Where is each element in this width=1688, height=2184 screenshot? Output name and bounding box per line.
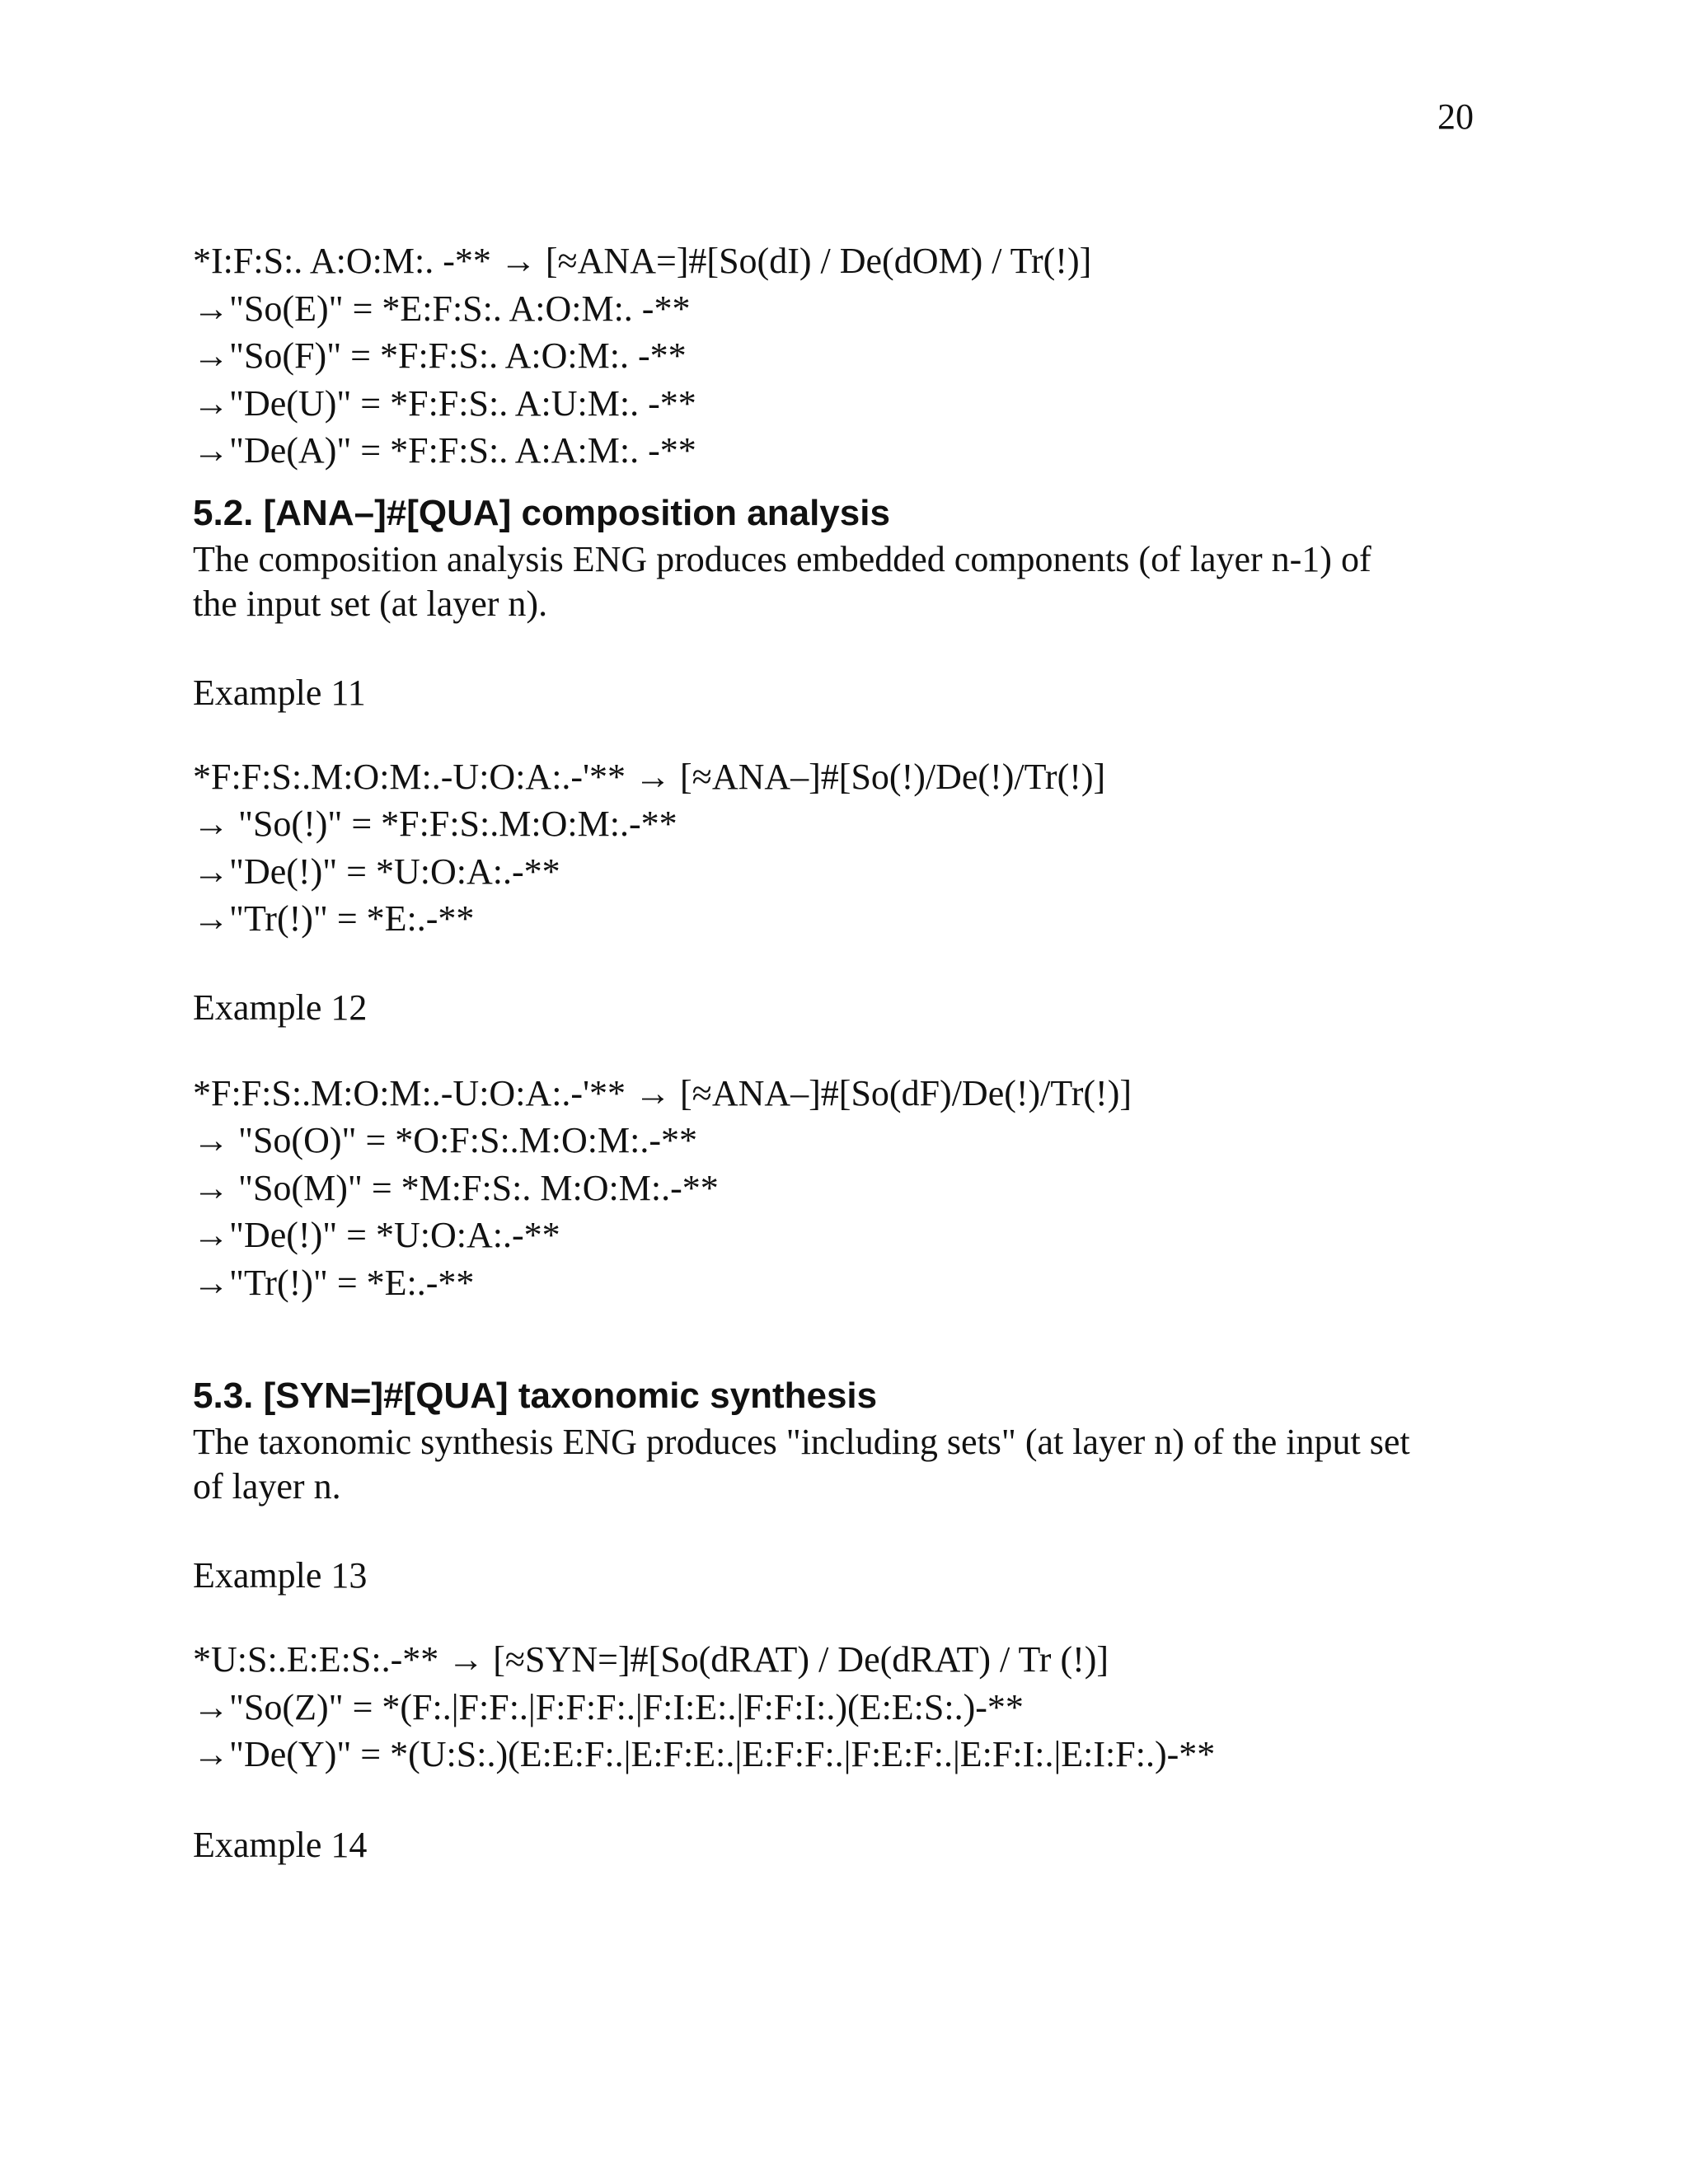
opening-formula-block: [193, 237, 1495, 475]
formula-line: →"Tr(!)" = *E:.-**: [193, 1262, 475, 1303]
paragraph-line: of layer n.: [193, 1466, 341, 1507]
page-content: [193, 237, 1495, 1868]
paragraph-line: The taxonomic synthesis ENG produces "including sets" (at layer n) of the input set: [193, 1422, 1410, 1462]
example-12-formula-block: [193, 1070, 1495, 1307]
formula-line: → "So(O)" = *O:F:S:.M:O:M:.-**: [193, 1120, 698, 1160]
formula-line: → "So(M)" = *M:F:S:. M:O:M:.-**: [193, 1167, 719, 1208]
formula-line: →"Tr(!)" = *E:.-**: [193, 898, 475, 939]
example-12-label: Example 12: [193, 987, 368, 1028]
formula-line: →"So(F)" = *F:F:S:. A:O:M:. -**: [193, 335, 687, 376]
example-13-label: Example 13: [193, 1555, 368, 1596]
formula-line: →"De(!)" = *U:O:A:.-**: [193, 851, 560, 892]
formula-line: *F:F:S:.M:O:M:.-U:O:A:.-'** → [≈ANA–]#[So(!)/De(!)/Tr(!)]: [193, 756, 1106, 797]
page-number: 20: [1437, 96, 1474, 137]
section-5-3-paragraph: [193, 1420, 1495, 1509]
example-11-label: Example 11: [193, 672, 366, 713]
formula-line: →"De(!)" = *U:O:A:.-**: [193, 1215, 560, 1255]
section-5-2-paragraph: [193, 537, 1495, 626]
example-11-formula-block: [193, 753, 1495, 943]
formula-line: *U:S:.E:E:S:.-** → [≈SYN=]#[So(dRAT) / De(dRAT) / Tr (!)]: [193, 1639, 1109, 1680]
section-heading-5-3: 5.3. [SYN=]#[QUA] taxonomic synthesis: [193, 1376, 878, 1416]
example-14-label: Example 14: [193, 1824, 368, 1865]
formula-line: →"De(U)" = *F:F:S:. A:U:M:. -**: [193, 382, 696, 424]
paragraph-line: The composition analysis ENG produces embedded components (of layer n-1) of: [193, 538, 1372, 579]
formula-line: → "So(!)" = *F:F:S:.M:O:M:.-**: [193, 804, 678, 844]
paragraph-line: the input set (at layer n).: [193, 583, 548, 624]
section-heading-5-2: 5.2. [ANA–]#[QUA] composition analysis: [193, 492, 890, 533]
formula-line: →"So(Z)" = *(F:.|F:F:.|F:F:F:.|F:I:E:.|F:F:I:.)(E:E:S:.)-**: [193, 1686, 1024, 1727]
formula-line: →"De(Y)" = *(U:S:.)(E:E:F:.|E:F:E:.|E:F:F:.|F:E:F:.|E:F:I:.|E:I:F:.)-**: [193, 1734, 1216, 1774]
formula-line: →"De(A)" = *F:F:S:. A:A:M:. -**: [193, 430, 696, 471]
formula-line: →"So(E)" = *E:F:S:. A:O:M:. -**: [193, 288, 691, 329]
formula-line: *I:F:S:. A:O:M:. -** → [≈ANA=]#[So(dI) / De(dOM) / Tr(!)]: [193, 241, 1092, 281]
formula-line: *F:F:S:.M:O:M:.-U:O:A:.-'** → [≈ANA–]#[So(dF)/De(!)/Tr(!)]: [193, 1072, 1132, 1113]
example-13-formula-block: [193, 1636, 1495, 1779]
